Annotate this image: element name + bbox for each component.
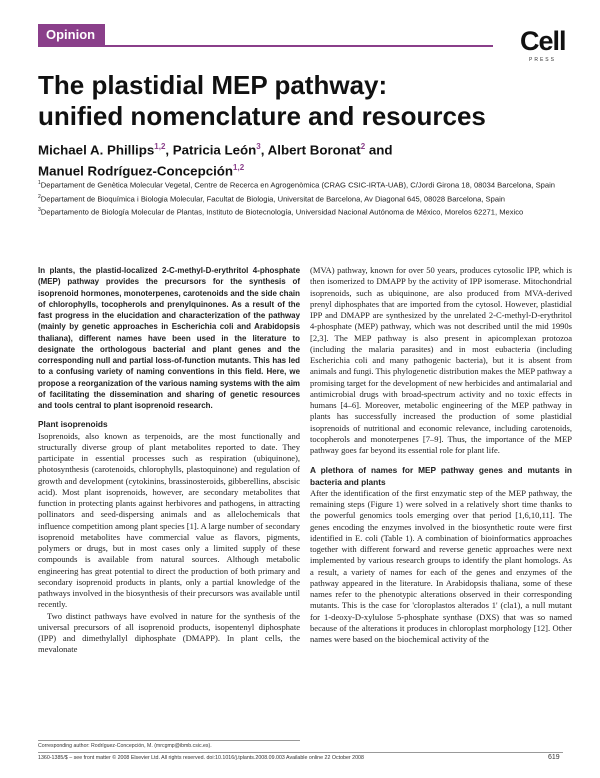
- author-affil-sup: 3: [256, 142, 261, 151]
- body-column-left: [38, 265, 300, 656]
- author-name: Manuel Rodríguez-Concepción: [38, 163, 234, 179]
- title-line-1: The plastidial MEP pathway:: [38, 70, 388, 100]
- affiliations: [38, 178, 563, 219]
- author-affil-sup: 1,2: [154, 142, 166, 151]
- body-paragraph: After the identification of the first enzymatic step of the MEP pathway, the remaining steps (Figure 1) were solved in a relatively short time thanks to the powerful genomics tools emerging over that period [1,6,10,11]. The genes encoding the enzymes involved in the biosynthetic route were first identified in E. coli (Table 1). A combination of bioinformatics approaches together with different forward and reverse genetic approaches were next implemented by various research groups to identify the plant homologs. As a result, a variety of names for each of the genes and enzymes of the pathway appeared in the literature. In Arabidopsis thaliana, some of these names refer to the phenotypic alterations observed in their corresponding mutants. This is the case for 'cloroplastos alterados 1' (cla1), a null mutant for 1-deoxy-D-xylulose 5-phosphate synthase (DXS) that was so named because of the alterations it produces in chloroplast morphology [12]. Other names were based on the biochemical activity of the: [310, 487, 572, 644]
- affiliation-text: Departament de Bioquímica i Biologia Molecular, Facultat de Biologia, Universitat de Barcelona, Av Diagonal 645, 08028 Barcelona, Spain: [40, 194, 505, 204]
- body-paragraph: Two distinct pathways have evolved in nature for the synthesis of the universal precursors of all isoprenoid products, isopentenyl diphosphate (IPP) and dimethylallyl diphosphate (DMAPP). In plant cells, the mevalonate: [38, 610, 300, 655]
- affiliation-number: 3: [38, 207, 41, 214]
- author-affil-sup: 1,2: [233, 163, 245, 173]
- author-separator: and: [365, 142, 393, 158]
- corresponding-author-note: Corresponding author: Rodríguez-Concepción, M. (mrcgmp@ibmb.csic.es).: [38, 740, 300, 750]
- page-number: 619: [548, 754, 560, 761]
- author-name: Patricia León: [172, 142, 257, 158]
- body-column-right: [310, 265, 572, 645]
- author-name: Albert Boronat: [267, 142, 361, 158]
- section-tag: Opinion: [38, 24, 105, 45]
- section-heading-plant-isoprenoids: Plant isoprenoids: [38, 419, 108, 430]
- body-paragraph: (MVA) pathway, known for over 50 years, produces cytosolic IPP, which is then isomerized to DMAPP by the activity of IPP isomerase. Mitochondrial isoprenoids, such as ubiquinone, are also produced from MVA-derived prenyl diphosphates that are imported from the cytosol. However, plastidial IPP and DMAPP are synthesized by the unrelated 2-C-methyl-D-erythritol 4-phosphate (MEP) pathway, which was not described until the mid 1990s [2,3]. The MEP pathway is also present in apicomplexan protozoa (including the malaria parasites) and in most eubacteria (including Escherichia coli and many pathogenic bacteria), but it is absent from animals and fungi. This phylogenetic distribution makes the MEP pathway a promising target for the development of new herbicides and antimalarial and antimicrobial drugs with broad-spectrum activity and no toxic effects in humans [4–6]. Moreover, metabolic engineering of the MEP pathway in plants has successfully increased the production of some plastidial isoprenoids of nutritional and economic relevance, including carotenoids, tocopherols and monoterpenes [7–9]. Thus, the importance of the MEP pathway goes far beyond its essential role for plant life.: [310, 265, 572, 455]
- affiliation: [38, 178, 563, 191]
- title-line-2: unified nomenclature and resources: [38, 101, 486, 131]
- affiliation-text: Departament de Genètica Molecular Vegetal, Centre de Recerca en Agrogenòmica (CRAG CSIC-IRTA-UAB), C/Jordi Girona 18, 08034 Barcelona, Spain: [40, 180, 556, 190]
- affiliation: [38, 205, 563, 218]
- abstract: In plants, the plastid-localized 2-C-methyl-D-erythritol 4-phosphate (MEP) pathway provides the precursors for the synthesis of isoprenoid hormones, monoterpenes, carotenoids and the side chain of chlorophylls, tocopherols and prenylquinones. As a result of the fast progress in the elucidation and characterization of the pathway (mainly by genetic approaches in Escherichia coli and Arabidopsis thaliana), different names have been used in the literature to designate the orthologous bacterial and plant genes and the corresponding null and partial loss-of-function mutants. This has led to a confusing variety of naming conventions in this field. Here, we propose a reorganization of the various naming systems with the aim of facilitating the dissemination and sharing of genetic resources and tools central to plant isoprenoid research.: [38, 266, 300, 410]
- author-affil-sup: 2: [360, 142, 366, 151]
- affiliation-number: 1: [38, 180, 41, 186]
- publisher-logo-sub: PRESS: [529, 57, 556, 63]
- footer-rule: [38, 752, 563, 753]
- affiliation: [38, 192, 563, 205]
- author-name: Michael A. Phillips: [38, 142, 155, 158]
- article-title: [38, 70, 558, 132]
- journal-footer: 1360-1385/$ – see front matter © 2008 Elsevier Ltd. All rights reserved. doi:10.1016/j.tplants.2008.09.003 Available online 22 October 2008: [38, 755, 364, 761]
- section-heading-plethora-of-names: A plethora of names for MEP pathway genes and mutants in bacteria and plants: [310, 465, 572, 487]
- publisher-logo: Cell: [520, 26, 566, 56]
- author-separator: ,: [165, 142, 173, 158]
- author-list: [38, 138, 558, 181]
- affiliation-number: 2: [38, 193, 41, 200]
- header-rule: [38, 45, 493, 47]
- body-paragraph: Isoprenoids, also known as terpenoids, are the most functionally and structurally diverse group of plant metabolites reported to date. They participate in essential processes such as respiration (ubiquinone), photosynthesis (carotenoids, chlorophylls, plastoquinone) and regulation of growth and development (cytokinins, brassinosteroids, gibberellins, abscisic acid). Most plant isoprenoids, however, are secondary metabolites that function in protecting plants against herbivores and pathogens, in attracting pollinators and seed-dispersing animals and as allelochemicals that influence competition among plant species [1]. A large number of secondary isoprenoid metabolites have commercial value as flavors, pigments, polymers or drugs, but in most cases only a limited supply of these compounds is available from natural sources. Although metabolic engineering has great potential to direct the production of both primary and secondary isoprenoid products in plants, only a partial knowledge of the pathways involved in the biosynthesis of their precursors was available until recently.: [38, 430, 300, 610]
- affiliation-text: Departamento de Biología Molecular de Plantas, Instituto de Biotecnología, Universidad Nacional Autónoma de México, Morelos 62271, Mexico: [40, 207, 524, 217]
- author-separator: ,: [260, 142, 268, 158]
